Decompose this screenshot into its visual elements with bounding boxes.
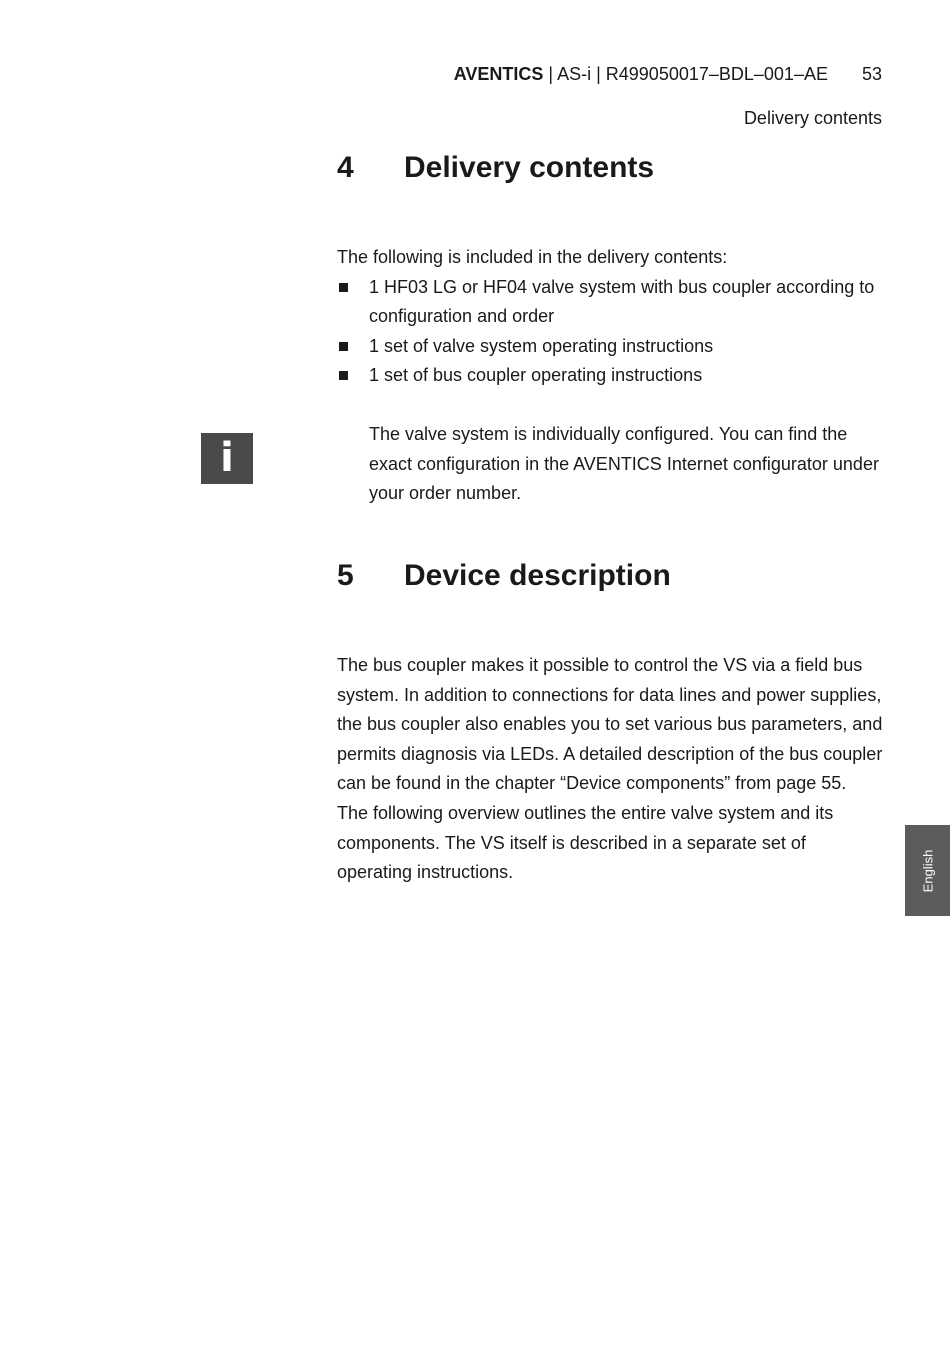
brand-name: AVENTICS [453,64,544,84]
square-bullet-icon [339,371,348,380]
info-icon: i [201,433,253,484]
page-number: 53 [861,64,882,84]
list-item: 1 set of valve system operating instructions [337,332,885,362]
section-number: 5 [337,559,354,592]
section-4-heading [337,150,654,186]
info-note: The valve system is individually configured. You can find the exact configuration in the AVENTICS Internet configurator under your order number. [369,424,879,504]
document-reference: | AS-i | R499050017–BDL–001–AE [543,64,828,84]
device-description-body [337,651,885,888]
section-5-heading [337,558,671,594]
language-tab-label: English [920,849,935,892]
section-title: Device description [404,559,671,592]
list-item: 1 HF03 LG or HF04 valve system with bus coupler according to configuration and order [337,273,885,332]
paragraph: The bus coupler makes it possible to control the VS via a field bus system. In addition to connections for data lines and power supplies, the bus coupler also enables you to set various bus parameters, and permits diagnosis via LEDs. A detailed description of the bus coupler can be found in the chapter “Device components” from page 55. [337,655,883,794]
running-head: Delivery contents [743,108,882,128]
list-item: 1 set of bus coupler operating instructions [337,361,885,391]
section-number: 4 [337,151,354,184]
square-bullet-icon [339,342,348,351]
delivery-contents-body [337,243,885,391]
page-header [454,62,882,86]
section-title: Delivery contents [404,151,655,184]
square-bullet-icon [339,283,348,292]
paragraph: The following overview outlines the entire valve system and its components. The VS itself is described in a separate set of operating instructions. [337,802,834,883]
language-tab [905,825,950,916]
delivery-list [337,273,885,391]
intro-text: The following is included in the delivery contents: [337,247,728,267]
